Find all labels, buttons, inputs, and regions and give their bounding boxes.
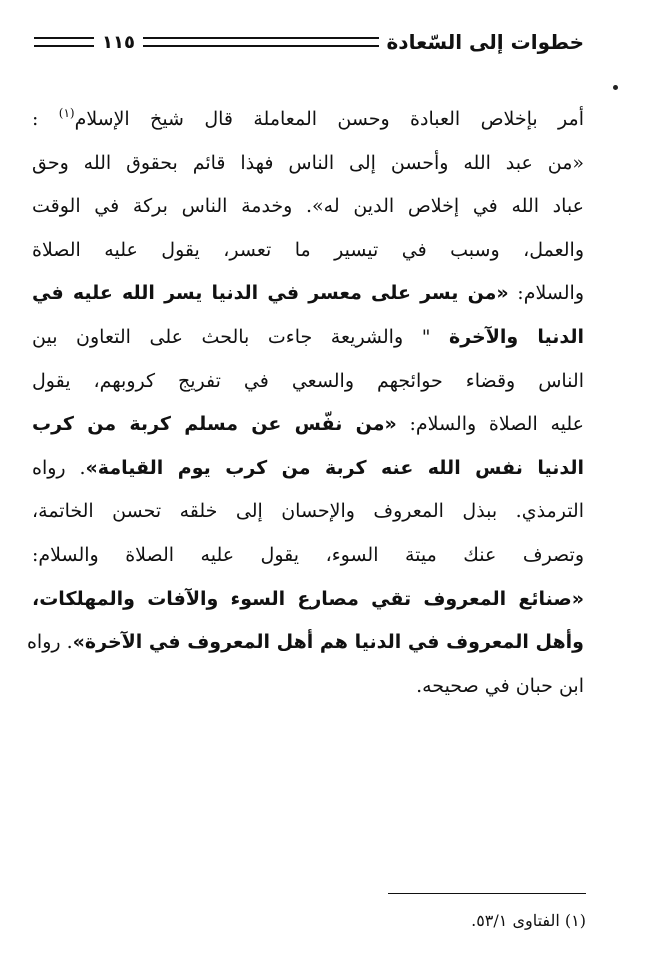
page-number: ١١٥ (102, 31, 135, 53)
text-run: " والشريعة جاءت بالحث على التعاون بين (32, 325, 449, 348)
text-line (26, 621, 584, 665)
text-line (32, 490, 584, 534)
text-run: : (32, 108, 59, 130)
text-line (32, 447, 584, 491)
hadith-quote: وأهل المعروف في الدنيا هم أهل المعروف في الآخرة» (72, 631, 584, 654)
text-line (32, 360, 584, 404)
header-rule-left (143, 37, 379, 47)
text-run: أمر بإخلاص العبادة وحسن المعاملة قال شيخ الإسلام (74, 108, 584, 130)
text-run: الترمذي. ببذل المعروف والإحسان إلى خلقه تحسن الخاتمة، (32, 500, 584, 523)
hadith-quote: الدنيا نفس الله عنه كربة من كرب يوم القيامة» (85, 456, 584, 479)
text-line (32, 316, 584, 360)
body-text (26, 98, 585, 708)
hadith-quote: «من يسر على معسر في الدنيا يسر الله عليه في (32, 282, 509, 305)
running-header (34, 24, 584, 60)
text-run: عليه الصلاة والسلام: (396, 413, 585, 436)
text-line (32, 229, 584, 273)
text-run: عباد الله في إخلاص الدين له». وخدمة الناس بركة في الوقت (32, 195, 584, 218)
text-run: والعمل، وسبب في تيسير ما تعسر، يقول عليه الصلاة (32, 238, 584, 261)
hadith-quote: «صنائع المعروف تقي مصارع السوء والآفات والمهلكات، (32, 587, 584, 610)
text-run: «من عبد الله وأحسن إلى الناس فهذا قائم بحقوق الله وحق (32, 151, 584, 174)
text-run: والسلام: (508, 282, 585, 305)
text-run: ابن حبان في صحيحه. (416, 674, 584, 697)
text-run: . رواه (32, 456, 86, 479)
footnote-marker: (١) (58, 106, 75, 120)
text-run: وتصرف عنك ميتة السوء، يقول عليه الصلاة والسلام: (32, 543, 584, 566)
text-line (32, 534, 584, 578)
footnote: (١) الفتاوى ٥٣/١. (471, 911, 586, 930)
text-line (32, 142, 584, 186)
margin-dot (613, 85, 618, 90)
text-line (32, 665, 584, 709)
text-line (32, 403, 584, 447)
footnote-separator (388, 893, 586, 894)
header-rule-right (34, 37, 94, 47)
text-run: الناس وقضاء حوائجهم والسعي في تفريج كروبهم، يقول (32, 369, 584, 392)
text-line (32, 272, 584, 316)
hadith-quote: الدنيا والآخرة (449, 325, 584, 348)
text-line (32, 98, 584, 142)
book-title: خطوات إلى السّعادة (386, 30, 584, 54)
hadith-quote: «من نفّس عن مسلم كربة من كرب (32, 413, 397, 436)
text-run: . رواه (26, 631, 73, 654)
text-line (32, 185, 584, 229)
text-line (32, 578, 584, 622)
